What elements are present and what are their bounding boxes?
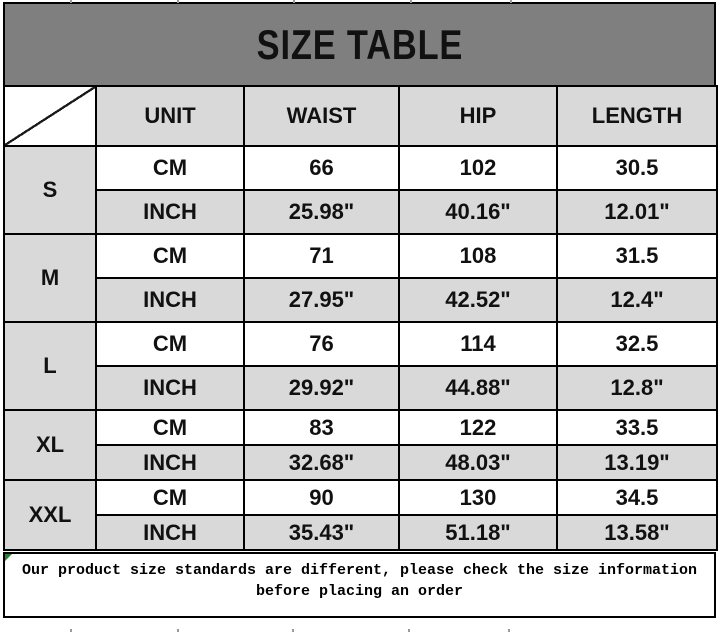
length-value: 12.01" <box>557 190 717 234</box>
table-row <box>4 190 717 234</box>
table-row <box>4 234 717 278</box>
grid-tick <box>510 0 512 3</box>
size-label-xl: XL <box>4 410 96 480</box>
unit-cell: CM <box>96 480 244 515</box>
length-value: 13.58" <box>557 515 717 550</box>
unit-cell: CM <box>96 234 244 278</box>
hip-value: 102 <box>399 146 557 190</box>
unit-cell: CM <box>96 410 244 445</box>
table-row <box>4 366 717 410</box>
hip-value: 40.16" <box>399 190 557 234</box>
waist-value: 66 <box>244 146 399 190</box>
hip-value: 44.88" <box>399 366 557 410</box>
grid-tick <box>410 0 412 3</box>
table-row <box>4 445 717 480</box>
table-row <box>4 278 717 322</box>
waist-value: 29.92" <box>244 366 399 410</box>
size-label-l: L <box>4 322 96 410</box>
hip-value: 48.03" <box>399 445 557 480</box>
table-row <box>4 410 717 445</box>
col-header-unit: UNIT <box>96 86 244 146</box>
col-header-hip: HIP <box>399 86 557 146</box>
length-value: 32.5 <box>557 322 717 366</box>
table-row <box>4 146 717 190</box>
waist-value: 25.98" <box>244 190 399 234</box>
waist-value: 71 <box>244 234 399 278</box>
page-title: SIZE TABLE <box>256 20 463 68</box>
length-value: 12.4" <box>557 278 717 322</box>
grid-tick <box>70 629 72 632</box>
unit-cell: INCH <box>96 445 244 480</box>
unit-cell: INCH <box>96 515 244 550</box>
size-table <box>3 85 718 551</box>
size-label-m: M <box>4 234 96 322</box>
waist-value: 83 <box>244 410 399 445</box>
length-value: 30.5 <box>557 146 717 190</box>
size-label-xxl: XXL <box>4 480 96 550</box>
hip-value: 42.52" <box>399 278 557 322</box>
hip-value: 114 <box>399 322 557 366</box>
length-value: 34.5 <box>557 480 717 515</box>
unit-cell: INCH <box>96 366 244 410</box>
table-row <box>4 322 717 366</box>
unit-cell: CM <box>96 146 244 190</box>
col-header-length: LENGTH <box>557 86 717 146</box>
table-row <box>4 515 717 550</box>
footer-note-line1: Our product size standards are different, please check the size information <box>21 562 698 579</box>
grid-tick <box>508 629 510 632</box>
waist-value: 90 <box>244 480 399 515</box>
unit-cell: INCH <box>96 278 244 322</box>
length-value: 13.19" <box>557 445 717 480</box>
corner-diagonal-cell <box>4 86 96 146</box>
hip-value: 130 <box>399 480 557 515</box>
col-header-waist: WAIST <box>244 86 399 146</box>
unit-cell: INCH <box>96 190 244 234</box>
size-label-s: S <box>4 146 96 234</box>
hip-value: 122 <box>399 410 557 445</box>
unit-cell: CM <box>96 322 244 366</box>
waist-value: 32.68" <box>244 445 399 480</box>
grid-tick <box>177 629 179 632</box>
waist-value: 76 <box>244 322 399 366</box>
hip-value: 108 <box>399 234 557 278</box>
grid-tick <box>408 629 410 632</box>
length-value: 33.5 <box>557 410 717 445</box>
grid-tick <box>177 0 179 3</box>
footer-note-line2: before placing an order <box>255 583 464 600</box>
length-value: 12.8" <box>557 366 717 410</box>
grid-tick <box>70 0 72 3</box>
length-value: 31.5 <box>557 234 717 278</box>
grid-tick <box>293 0 295 3</box>
waist-value: 35.43" <box>244 515 399 550</box>
table-row <box>4 480 717 515</box>
waist-value: 27.95" <box>244 278 399 322</box>
hip-value: 51.18" <box>399 515 557 550</box>
header-row <box>4 86 717 146</box>
footer-note <box>3 552 716 618</box>
green-corner-marker <box>5 554 12 561</box>
grid-tick <box>292 629 294 632</box>
title-bar <box>3 2 716 85</box>
